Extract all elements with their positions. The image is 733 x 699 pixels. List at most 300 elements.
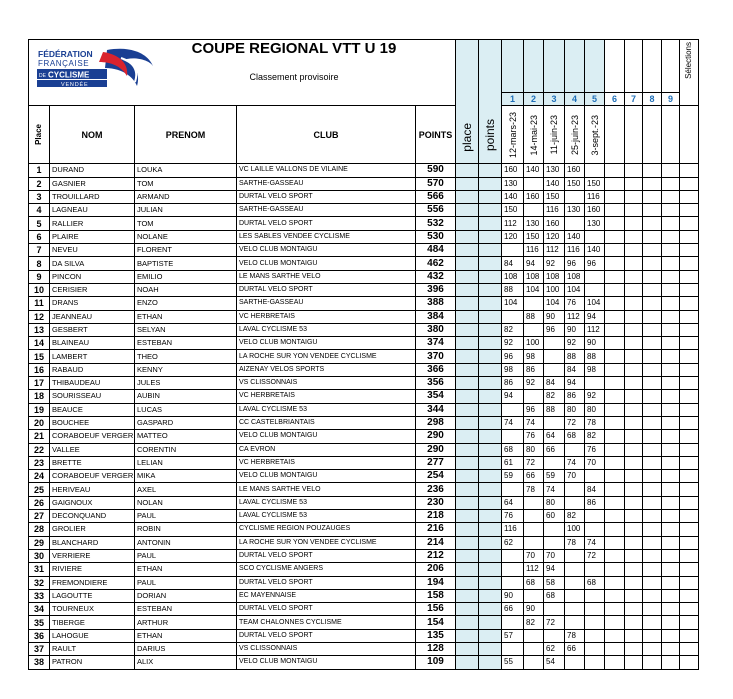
svg-text:FRANÇAISE: FRANÇAISE: [38, 59, 90, 68]
place-cell: [456, 456, 479, 469]
race-result-cell: 72: [565, 416, 585, 429]
race-result-cell: 116: [565, 244, 585, 257]
race-result-cell: [502, 430, 524, 443]
points-extra-cell: [479, 164, 502, 177]
race-result-cell: [643, 270, 662, 283]
rank-cell: 23: [29, 456, 50, 469]
place-cell: [456, 549, 479, 562]
race-result-cell: [544, 603, 565, 616]
race-result-cell: 78: [585, 416, 605, 429]
race-result-cell: 150: [524, 230, 544, 243]
club-cell: VS CLISSONNAIS: [237, 377, 416, 390]
race-result-cell: [524, 323, 544, 336]
points-extra-cell: [479, 363, 502, 376]
race-result-cell: 68: [544, 589, 565, 602]
rank-cell: 25: [29, 483, 50, 496]
page-subtitle: Classement provisoire: [249, 72, 339, 82]
points-extra-cell: [479, 589, 502, 602]
points-extra-cell: [479, 337, 502, 350]
race-result-cell: [585, 589, 605, 602]
race-result-cell: 72: [544, 616, 565, 629]
race-result-cell: [524, 589, 544, 602]
race-result-cell: 130: [524, 217, 544, 230]
points-extra-cell: [479, 190, 502, 203]
points-cell: 298: [416, 416, 456, 429]
race-result-cell: 140: [585, 244, 605, 257]
race-result-cell: [585, 563, 605, 576]
race-result-cell: [662, 642, 680, 655]
place-cell: [456, 190, 479, 203]
race-result-cell: 150: [544, 190, 565, 203]
place-cell: [456, 177, 479, 190]
race-result-cell: 112: [502, 217, 524, 230]
race-result-cell: 66: [544, 443, 565, 456]
race-result-cell: 130: [565, 204, 585, 217]
race-result-cell: 68: [524, 576, 544, 589]
race-result-cell: [605, 656, 625, 669]
club-cell: VELO CLUB MONTAIGU: [237, 430, 416, 443]
race-result-cell: [662, 496, 680, 509]
race-result-cell: [662, 337, 680, 350]
club-cell: DURTAL VELO SPORT: [237, 549, 416, 562]
prenom-cell: FLORENT: [135, 244, 237, 257]
nom-cell: TOURNEUX: [50, 603, 135, 616]
race-result-cell: 80: [544, 496, 565, 509]
race-result-cell: 92: [544, 257, 565, 270]
race-result-cell: [643, 510, 662, 523]
race-result-cell: [643, 350, 662, 363]
race-result-cell: 160: [585, 204, 605, 217]
race-result-cell: 120: [502, 230, 524, 243]
selection-cell: [680, 563, 699, 576]
club-cell: TEAM CHALONNES CYCLISME: [237, 616, 416, 629]
race-result-cell: [565, 656, 585, 669]
points-cell: 566: [416, 190, 456, 203]
selection-cell: [680, 616, 699, 629]
club-cell: SARTHE-GASSEAU: [237, 177, 416, 190]
race-result-cell: 86: [565, 390, 585, 403]
rank-cell: 7: [29, 244, 50, 257]
race-result-cell: [643, 190, 662, 203]
nom-cell: THIBAUDEAU: [50, 377, 135, 390]
race-result-cell: 140: [524, 164, 544, 177]
race-result-cell: [524, 656, 544, 669]
club-cell: LE MANS SARTHE VELO: [237, 483, 416, 496]
race-result-cell: [605, 190, 625, 203]
table-row: [29, 390, 717, 403]
club-cell: EC MAYENNAISE: [237, 589, 416, 602]
race-result-cell: [662, 310, 680, 323]
nom-cell: RIVIERE: [50, 563, 135, 576]
table-row: [29, 483, 717, 496]
race-result-cell: [502, 642, 524, 655]
nom-cell: JEANNEAU: [50, 310, 135, 323]
race-result-cell: [585, 270, 605, 283]
prenom-cell: ETHAN: [135, 310, 237, 323]
prenom-header: PRENOM: [135, 106, 237, 164]
race-result-cell: 57: [502, 629, 524, 642]
race-result-cell: [643, 549, 662, 562]
race-result-cell: 70: [565, 470, 585, 483]
club-cell: VS CLISSONNAIS: [237, 642, 416, 655]
table-row: [29, 549, 717, 562]
race-date-header: 11-juin-23: [544, 106, 565, 164]
points-extra-cell: [479, 576, 502, 589]
race-result-cell: [662, 204, 680, 217]
prenom-cell: ALIX: [135, 656, 237, 669]
points-extra-cell: [479, 390, 502, 403]
race-result-cell: 88: [544, 403, 565, 416]
race-result-cell: 88: [524, 310, 544, 323]
table-row: [29, 563, 717, 576]
selections-header: Sélections: [680, 40, 699, 106]
race-result-cell: 58: [544, 576, 565, 589]
table-row: [29, 416, 717, 429]
race-result-cell: 112: [544, 244, 565, 257]
place-column-header: place: [456, 40, 479, 164]
prenom-cell: DORIAN: [135, 589, 237, 602]
points-extra-cell: [479, 443, 502, 456]
selection-cell: [680, 523, 699, 536]
race-result-cell: 92: [502, 337, 524, 350]
prenom-cell: ANTONIN: [135, 536, 237, 549]
race-result-cell: [625, 642, 643, 655]
points-cell: 556: [416, 204, 456, 217]
place-cell: [456, 483, 479, 496]
race-result-cell: [643, 323, 662, 336]
race-result-cell: [605, 403, 625, 416]
points-extra-cell: [479, 536, 502, 549]
race-result-cell: [625, 190, 643, 203]
points-extra-cell: [479, 257, 502, 270]
rank-cell: 31: [29, 563, 50, 576]
selection-cell: [680, 443, 699, 456]
rank-cell: 14: [29, 337, 50, 350]
race-result-cell: [605, 549, 625, 562]
race-result-cell: [625, 270, 643, 283]
race-result-cell: 76: [585, 443, 605, 456]
race-number: 8: [643, 93, 662, 106]
place-cell: [456, 257, 479, 270]
race-result-cell: [662, 377, 680, 390]
rank-cell: 38: [29, 656, 50, 669]
points-cell: 366: [416, 363, 456, 376]
selection-cell: [680, 204, 699, 217]
prenom-cell: EMILIO: [135, 270, 237, 283]
table-row: [29, 430, 717, 443]
race-result-cell: [643, 416, 662, 429]
prenom-cell: SELYAN: [135, 323, 237, 336]
nom-cell: LAHOGUE: [50, 629, 135, 642]
selection-cell: [680, 549, 699, 562]
race-result-cell: 96: [565, 257, 585, 270]
race-result-cell: [625, 323, 643, 336]
race-result-cell: 82: [502, 323, 524, 336]
points-cell: 570: [416, 177, 456, 190]
race-result-cell: [585, 230, 605, 243]
points-cell: 484: [416, 244, 456, 257]
race-result-cell: [524, 297, 544, 310]
points-extra-cell: [479, 310, 502, 323]
place-cell: [456, 363, 479, 376]
nom-cell: DA SILVA: [50, 257, 135, 270]
race-result-cell: [662, 244, 680, 257]
svg-text:FÉDÉRATION: FÉDÉRATION: [38, 49, 93, 59]
selection-cell: [680, 603, 699, 616]
race-result-cell: [625, 177, 643, 190]
nom-cell: GESBERT: [50, 323, 135, 336]
rank-cell: 10: [29, 283, 50, 296]
points-extra-cell: [479, 177, 502, 190]
race-result-cell: [662, 270, 680, 283]
prenom-cell: ETHAN: [135, 629, 237, 642]
selection-cell: [680, 177, 699, 190]
club-header: CLUB: [237, 106, 416, 164]
race-result-cell: [625, 403, 643, 416]
club-cell: CC CASTELBRIANTAIS: [237, 416, 416, 429]
race-result-cell: 108: [524, 270, 544, 283]
nom-cell: BLANCHARD: [50, 536, 135, 549]
selection-cell: [680, 390, 699, 403]
race-result-cell: [625, 230, 643, 243]
race-result-cell: [662, 177, 680, 190]
table-row: [29, 190, 717, 203]
race-result-cell: [662, 483, 680, 496]
place-cell: [456, 510, 479, 523]
selection-cell: [680, 190, 699, 203]
points-extra-cell: [479, 510, 502, 523]
race-result-cell: 59: [544, 470, 565, 483]
race-result-cell: [524, 390, 544, 403]
points-extra-cell: [479, 430, 502, 443]
place-cell: [456, 642, 479, 655]
prenom-cell: MATTEO: [135, 430, 237, 443]
points-extra-cell: [479, 496, 502, 509]
race-result-cell: 59: [502, 470, 524, 483]
rank-cell: 19: [29, 403, 50, 416]
rank-cell: 9: [29, 270, 50, 283]
rank-cell: 17: [29, 377, 50, 390]
race-date-header: 3-sept.-23: [585, 106, 605, 164]
race-result-cell: [625, 416, 643, 429]
race-result-cell: 66: [565, 642, 585, 655]
rank-cell: 33: [29, 589, 50, 602]
place-cell: [456, 323, 479, 336]
race-result-cell: [662, 443, 680, 456]
race-result-cell: [544, 416, 565, 429]
rank-cell: 28: [29, 523, 50, 536]
race-result-cell: [605, 523, 625, 536]
nom-cell: TIBERGE: [50, 616, 135, 629]
club-cell: VC HERBRETAIS: [237, 310, 416, 323]
club-cell: DURTAL VELO SPORT: [237, 190, 416, 203]
table-row: [29, 204, 717, 217]
points-cell: 128: [416, 642, 456, 655]
race-result-cell: [565, 589, 585, 602]
race-result-cell: [643, 563, 662, 576]
selection-cell: [680, 456, 699, 469]
race-result-cell: 76: [502, 510, 524, 523]
race-result-cell: [643, 443, 662, 456]
race-result-cell: 82: [585, 430, 605, 443]
place-cell: [456, 563, 479, 576]
race-result-cell: [524, 536, 544, 549]
nom-cell: VERRIERE: [50, 549, 135, 562]
selection-cell: [680, 403, 699, 416]
race-result-cell: 96: [544, 323, 565, 336]
race-result-cell: 112: [585, 323, 605, 336]
ffc-vendee-logo: [37, 46, 155, 92]
points-cell: 158: [416, 589, 456, 602]
race-result-cell: [643, 642, 662, 655]
points-cell: 532: [416, 217, 456, 230]
race-result-cell: 72: [524, 456, 544, 469]
nom-cell: SOURISSEAU: [50, 390, 135, 403]
selection-cell: [680, 536, 699, 549]
nom-cell: BLAINEAU: [50, 337, 135, 350]
race-result-cell: [625, 350, 643, 363]
place-cell: [456, 416, 479, 429]
prenom-cell: LOUKA: [135, 164, 237, 177]
header-block: [29, 40, 456, 93]
race-result-cell: [625, 377, 643, 390]
race-result-cell: 74: [502, 416, 524, 429]
table-row: [29, 510, 717, 523]
race-result-cell: [544, 363, 565, 376]
race-result-cell: [544, 350, 565, 363]
race-result-cell: [625, 456, 643, 469]
race-result-cell: 60: [544, 510, 565, 523]
rank-cell: 36: [29, 629, 50, 642]
race-result-cell: [662, 363, 680, 376]
race-result-cell: 86: [524, 363, 544, 376]
race-result-cell: 98: [585, 363, 605, 376]
race-result-cell: [625, 164, 643, 177]
selection-cell: [680, 244, 699, 257]
race-number: 3: [544, 93, 565, 106]
table-row: [29, 283, 717, 296]
table-row: [29, 323, 717, 336]
points-cell: 206: [416, 563, 456, 576]
race-result-cell: [643, 536, 662, 549]
race-result-cell: 55: [502, 656, 524, 669]
page-title: COUPE REGIONAL VTT U 19: [191, 40, 397, 57]
selection-cell: [680, 629, 699, 642]
points-cell: 380: [416, 323, 456, 336]
nom-cell: CORABOEUF VERGER: [50, 470, 135, 483]
race-result-cell: 94: [585, 310, 605, 323]
place-cell: [456, 616, 479, 629]
selection-cell: [680, 164, 699, 177]
race-result-cell: [605, 244, 625, 257]
selection-cell: [680, 270, 699, 283]
race-result-cell: [643, 230, 662, 243]
nom-cell: CERISIER: [50, 283, 135, 296]
place-cell: [456, 470, 479, 483]
race-result-cell: [662, 190, 680, 203]
race-result-cell: [643, 589, 662, 602]
place-cell: [456, 390, 479, 403]
prenom-cell: MIKA: [135, 470, 237, 483]
race-result-cell: [662, 536, 680, 549]
place-cell: [456, 310, 479, 323]
points-extra-cell: [479, 204, 502, 217]
table-row: [29, 310, 717, 323]
prenom-cell: ARMAND: [135, 190, 237, 203]
table-row: [29, 603, 717, 616]
rank-cell: 5: [29, 217, 50, 230]
table-row: [29, 589, 717, 602]
race-number: 7: [625, 93, 643, 106]
race-result-cell: [625, 430, 643, 443]
rank-cell: 29: [29, 536, 50, 549]
race-result-cell: [643, 629, 662, 642]
race-result-cell: 150: [565, 177, 585, 190]
points-cell: 109: [416, 656, 456, 669]
prenom-cell: ETHAN: [135, 563, 237, 576]
points-extra-cell: [479, 616, 502, 629]
race-result-cell: [605, 283, 625, 296]
rank-cell: 27: [29, 510, 50, 523]
race-result-cell: [643, 363, 662, 376]
table-row: [29, 470, 717, 483]
race-result-cell: [625, 204, 643, 217]
place-cell: [456, 204, 479, 217]
points-extra-cell: [479, 416, 502, 429]
club-cell: LA ROCHE SUR YON VENDEE CYCLISME: [237, 350, 416, 363]
points-extra-cell: [479, 456, 502, 469]
rank-cell: 30: [29, 549, 50, 562]
race-result-cell: [625, 523, 643, 536]
race-result-cell: [643, 403, 662, 416]
race-result-cell: [605, 230, 625, 243]
prenom-cell: NOAH: [135, 283, 237, 296]
race-result-cell: 108: [544, 270, 565, 283]
race-result-cell: [524, 177, 544, 190]
club-cell: VELO CLUB MONTAIGU: [237, 337, 416, 350]
rank-cell: 16: [29, 363, 50, 376]
race-result-cell: [625, 563, 643, 576]
prenom-cell: GASPARD: [135, 416, 237, 429]
race-result-cell: 90: [544, 310, 565, 323]
race-result-cell: [605, 576, 625, 589]
race-number: 1: [502, 93, 524, 106]
race-result-cell: [662, 430, 680, 443]
rank-cell: 20: [29, 416, 50, 429]
race-result-cell: 68: [565, 430, 585, 443]
nom-cell: LAMBERT: [50, 350, 135, 363]
race-result-cell: [502, 483, 524, 496]
race-result-cell: 86: [585, 496, 605, 509]
place-cell: [456, 230, 479, 243]
race-result-cell: [502, 403, 524, 416]
race-result-cell: [524, 629, 544, 642]
race-result-cell: [625, 483, 643, 496]
club-cell: CYCLISME REGION POUZAUGES: [237, 523, 416, 536]
club-cell: SARTHE-GASSEAU: [237, 297, 416, 310]
race-result-cell: [605, 536, 625, 549]
race-result-cell: [625, 390, 643, 403]
selection-cell: [680, 496, 699, 509]
race-result-cell: 94: [502, 390, 524, 403]
race-result-cell: 90: [524, 603, 544, 616]
points-cell: 290: [416, 430, 456, 443]
race-result-cell: [502, 576, 524, 589]
points-cell: 354: [416, 390, 456, 403]
race-result-cell: [643, 257, 662, 270]
race-result-cell: 88: [502, 283, 524, 296]
club-cell: VELO CLUB MONTAIGU: [237, 257, 416, 270]
